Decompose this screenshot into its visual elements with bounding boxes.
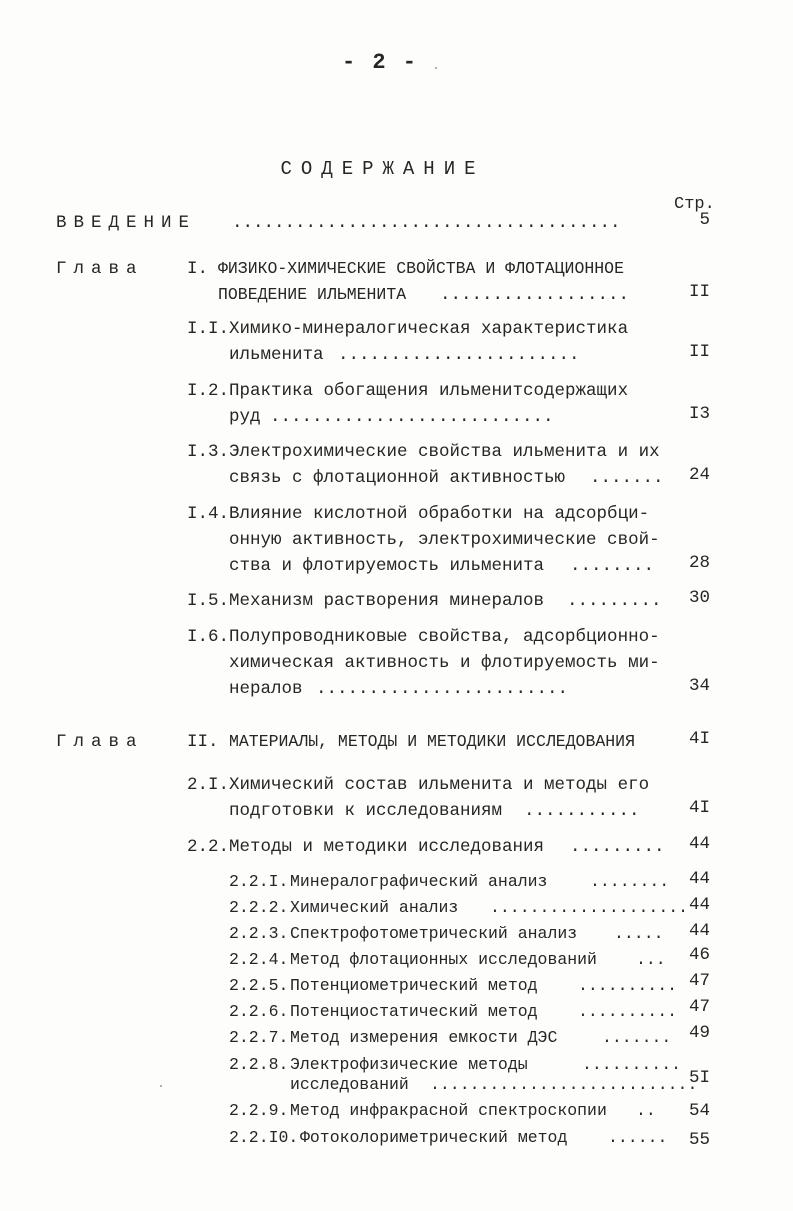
section-title-line: химическая активность и флотируемость ми- (229, 653, 660, 673)
section-title-line: Влияние кислотной обработки на адсорбци- (229, 504, 650, 524)
leader-dots: .......... (578, 976, 678, 995)
chapter-prefix: Глава (56, 259, 144, 279)
section-title-line: Химико-минералогическая характеристика (229, 319, 629, 339)
section-title-line: руд (229, 407, 261, 427)
leader-dots: .................... (490, 898, 689, 917)
section-number: 2.I. (187, 775, 230, 795)
leader-dots: ......... (570, 837, 665, 857)
section-page: I3 (688, 404, 710, 424)
subsection-number: 2.2.9. (229, 1101, 289, 1120)
section-title-line: Методы и методики исследования (229, 837, 545, 857)
leader-dots: .......... (578, 1002, 678, 1021)
section-page: 4I (688, 798, 710, 818)
leader-dots: ....... (602, 1028, 672, 1047)
section-title-line: ильменита (229, 345, 324, 365)
section-number: I.3. (187, 442, 230, 462)
leader-dots: .......... (582, 1055, 682, 1074)
section-page: 30 (688, 588, 710, 608)
leader-dots: ........................... (430, 1075, 698, 1094)
section-title-line: онную активность, электрохимические свой- (229, 530, 660, 550)
leader-dots: ..... (614, 924, 664, 943)
subsection-number: 2.2.7. (229, 1028, 289, 1047)
section-number: I.5. (187, 591, 230, 611)
subsection-title-line: исследований (290, 1075, 409, 1094)
chapter-prefix: Глава (56, 732, 144, 752)
subsection-page: 47 (688, 997, 710, 1017)
page-column-header: Стр. (674, 195, 715, 214)
section-title-line: Химический состав ильменита и методы его (229, 775, 650, 795)
section-page: 28 (688, 553, 710, 573)
subsection-page: 47 (688, 971, 710, 991)
scan-speck (160, 1085, 162, 1087)
section-title-line: подготовки к исследованиям (229, 801, 503, 821)
subsection-number: 2.2.2. (229, 898, 289, 917)
intro-page: 5 (699, 210, 710, 230)
subsection-title-line: Потенциометрический метод (290, 976, 538, 995)
subsection-number: 2.2.8. (229, 1055, 289, 1074)
subsection-page: 55 (688, 1130, 710, 1150)
section-page: 44 (688, 834, 710, 854)
subsection-page: 44 (688, 869, 710, 889)
chapter-number: I. (187, 259, 209, 279)
section-page: 34 (688, 676, 710, 696)
chapter-number: II. (187, 732, 219, 752)
subsection-title-line: Метод измерения емкости ДЭС (290, 1028, 558, 1047)
subsection-page: 46 (688, 945, 710, 965)
subsection-title-line: Химический анализ (290, 898, 459, 917)
section-number: I.2. (187, 381, 230, 401)
section-number: I.6. (187, 627, 230, 647)
leader-dots: ...... (608, 1128, 668, 1147)
subsection-number: 2.2.I0. (229, 1128, 299, 1147)
leader-dots: .. (636, 1101, 656, 1120)
section-number: I.4. (187, 504, 230, 524)
subsection-title-line: Минералографический анализ (290, 872, 548, 891)
subsection-title-line: Потенциостатический метод (290, 1002, 538, 1021)
leader-dots: ....... (590, 468, 664, 488)
section-number: 2.2. (187, 837, 230, 857)
page-number: - 2 - (341, 50, 418, 75)
section-title-line: Механизм растворения минералов (229, 591, 545, 611)
page-title: СОДЕРЖАНИЕ (280, 158, 485, 180)
section-number: I.I. (187, 319, 230, 339)
section-title-line: Полупроводниковые свойства, адсорбционно- (229, 627, 660, 647)
leader-dots: ........ (590, 872, 670, 891)
leader-dots: .................. (440, 285, 630, 305)
subsection-number: 2.2.3. (229, 924, 289, 943)
chapter-title-line: ПОВЕДЕНИЕ ИЛЬМЕНИТА (218, 285, 407, 304)
section-page: 24 (688, 465, 710, 485)
leader-dots: ........................ (316, 679, 569, 699)
subsection-number: 2.2.6. (229, 1002, 289, 1021)
subsection-title-line: Метод флотационных исследований (290, 950, 597, 969)
leader-dots: ... (636, 950, 666, 969)
subsection-number: 2.2.5. (229, 976, 289, 995)
scan-speck (435, 67, 437, 69)
section-title-line: Электрохимические свойства ильменита и их (229, 442, 660, 462)
leader-dots: ........................... (270, 407, 554, 427)
subsection-page: 44 (688, 895, 710, 915)
subsection-page: 5I (688, 1068, 710, 1088)
leader-dots: ....................... (338, 345, 580, 365)
intro-label: ВВЕДЕНИЕ (56, 213, 197, 233)
subsection-title-line: Электрофизические методы (290, 1055, 528, 1074)
leader-dots: ........... (524, 801, 640, 821)
subsection-title-line: Спектрофотометрический анализ (290, 924, 578, 943)
subsection-number: 2.2.4. (229, 950, 289, 969)
chapter-page: II (688, 282, 710, 302)
subsection-title-line: Метод инфракрасной спектроскопии (290, 1101, 607, 1120)
subsection-page: 49 (688, 1023, 710, 1043)
chapter-title-line: ФИЗИКО-ХИМИЧЕСКИЕ СВОЙСТВА И ФЛОТАЦИОННОЕ (218, 259, 624, 278)
section-page: II (688, 342, 710, 362)
section-title-line: связь с флотационной активностью (229, 468, 566, 488)
section-title-line: ства и флотируемость ильменита (229, 556, 545, 576)
subsection-page: 44 (688, 921, 710, 941)
chapter-title-line: МАТЕРИАЛЫ, МЕТОДЫ И МЕТОДИКИ ИССЛЕДОВАНИЯ (229, 732, 635, 751)
leader-dots: ........ (570, 556, 655, 576)
subsection-title-line: Фотоколориметрический метод (300, 1128, 568, 1147)
leader-dots: ..................................... (232, 213, 621, 233)
subsection-number: 2.2.I. (229, 872, 289, 891)
chapter-page: 4I (688, 729, 710, 749)
section-title-line: Практика обогащения ильменитсодержащих (229, 381, 629, 401)
section-title-line: нералов (229, 679, 303, 699)
leader-dots: ......... (567, 591, 662, 611)
subsection-page: 54 (688, 1101, 710, 1121)
